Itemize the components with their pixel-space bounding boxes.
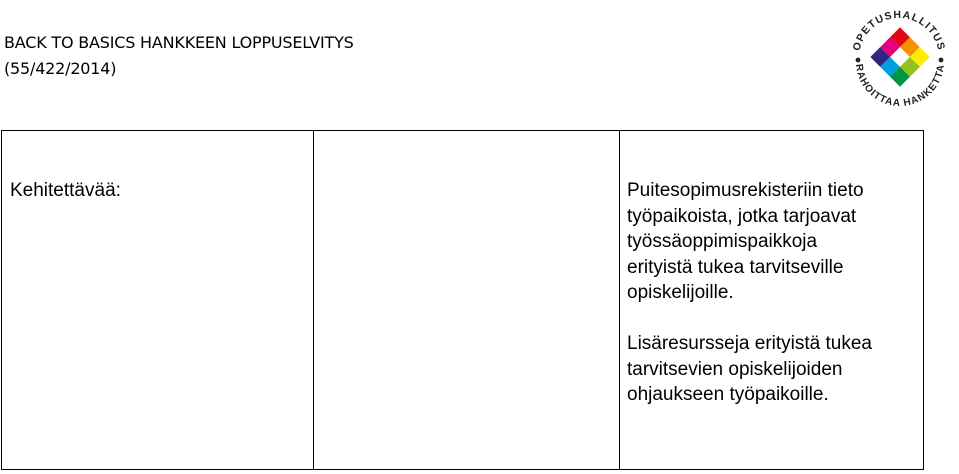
table-cell-label bbox=[2, 131, 314, 469]
content-paragraph-1: Puitesopimusrekisteriin tieto työpaikoista, jotka tarjoavat työssäoppimispaikkoja erityistä tukea tarvitseville opiskelijoille. bbox=[627, 180, 864, 303]
logo-text-top: OPETUSHALLITUS bbox=[850, 8, 948, 53]
opetushallitus-logo bbox=[842, 0, 956, 112]
document-header bbox=[4, 30, 354, 82]
content-paragraph-2: Lisäresursseja erityistä tukea tarvitsevien opiskelijoiden ohjaukseen työpaikoille. bbox=[627, 333, 872, 405]
logo-text-bottom: RAHOITTAA HANKETTA bbox=[852, 63, 948, 110]
row-label: Kehitettävää: bbox=[10, 180, 121, 201]
report-table bbox=[1, 130, 924, 470]
table-cell-empty bbox=[314, 131, 620, 469]
table-cell-content bbox=[620, 131, 923, 469]
document-reference-number: (55/422/2014) bbox=[4, 59, 117, 78]
opetushallitus-logo-icon bbox=[842, 0, 956, 112]
document-title: BACK TO BASICS HANKKEEN LOPPUSELVITYS bbox=[4, 33, 354, 52]
logo-color-diamond bbox=[870, 27, 929, 86]
cell-content bbox=[627, 178, 923, 408]
